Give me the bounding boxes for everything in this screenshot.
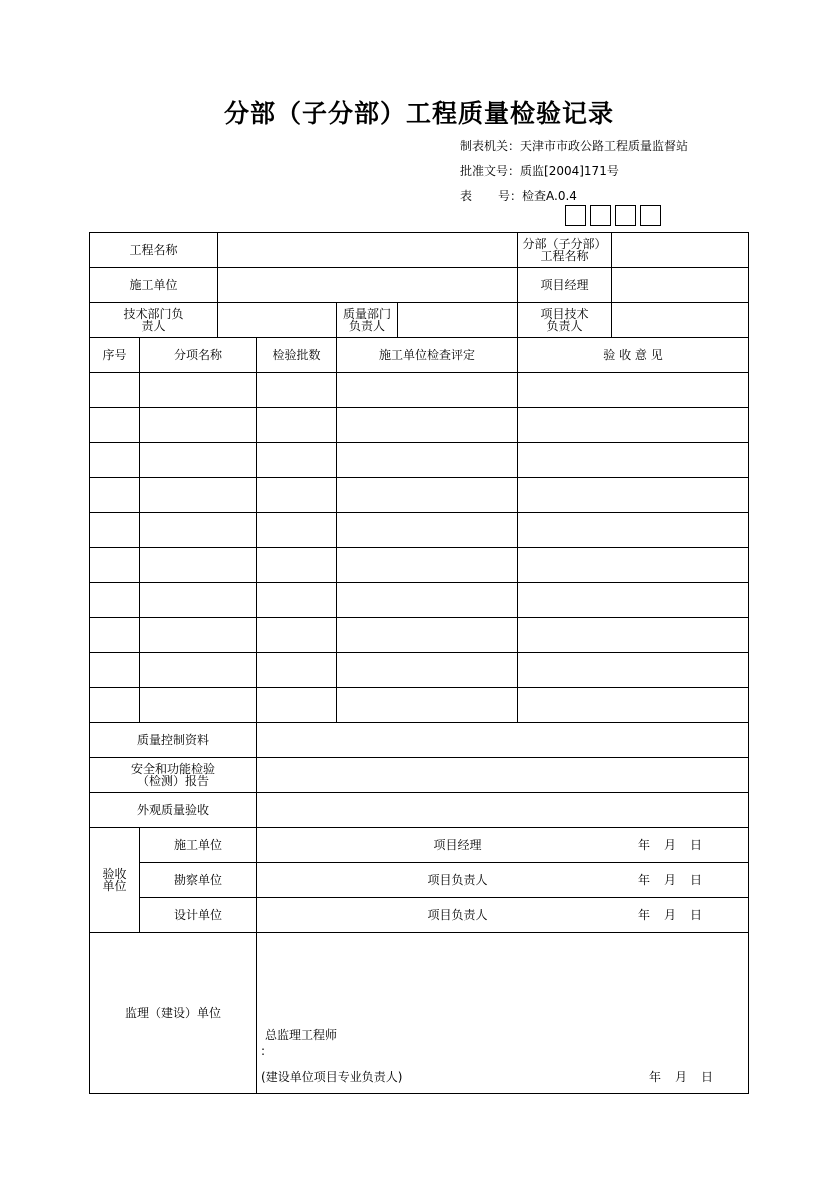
batch-count-cell[interactable] <box>257 478 337 513</box>
appearance-field[interactable] <box>257 793 749 828</box>
table-row <box>90 443 749 478</box>
date-placeholder: 年 月 日 <box>638 908 703 922</box>
quality-data-label: 质量控制资料 <box>90 723 257 758</box>
approval-label: 批准文号： <box>460 164 521 178</box>
quality-data-field[interactable] <box>257 723 749 758</box>
approval-value: 质监[2004]171号 <box>520 164 619 178</box>
chief-engineer-colon: : <box>261 1044 266 1058</box>
batch-count-cell[interactable] <box>257 408 337 443</box>
self-eval-cell[interactable] <box>337 408 518 443</box>
column-header-row <box>90 338 749 373</box>
supervision-row <box>90 933 749 1094</box>
table-row <box>90 408 749 443</box>
tech-head-field[interactable] <box>218 303 337 338</box>
self-eval-cell[interactable] <box>337 443 518 478</box>
opinion-cell[interactable] <box>518 548 749 583</box>
date-placeholder: 年 月 日 <box>638 838 703 852</box>
batch-count-cell[interactable] <box>257 688 337 723</box>
opinion-cell[interactable] <box>518 373 749 408</box>
acceptance-row-design <box>90 898 749 933</box>
self-eval-cell[interactable] <box>337 478 518 513</box>
seq-column-header: 序号 <box>90 338 140 373</box>
date-placeholder: 年 月 日 <box>638 873 703 887</box>
opinion-cell[interactable] <box>518 443 749 478</box>
proj-tech-head-label: 项目技术 负责人 <box>518 303 612 338</box>
acceptance-unit-name: 设计单位 <box>140 898 257 933</box>
self-eval-cell[interactable] <box>337 373 518 408</box>
supervision-label: 监理（建设）单位 <box>90 933 257 1094</box>
self-eval-cell[interactable] <box>337 653 518 688</box>
item-name-cell[interactable] <box>140 408 257 443</box>
acceptance-sign-cell[interactable] <box>257 828 749 863</box>
acceptance-role: 项目经理 <box>433 838 482 852</box>
self-eval-cell[interactable] <box>337 548 518 583</box>
tech-head-label: 技术部门负 责人 <box>90 303 218 338</box>
issuer-label: 制表机关： <box>460 139 521 153</box>
proj-tech-head-field[interactable] <box>612 303 749 338</box>
batch-count-cell[interactable] <box>257 618 337 653</box>
seq-cell[interactable] <box>90 513 140 548</box>
seq-cell[interactable] <box>90 408 140 443</box>
acceptance-unit-name: 施工单位 <box>140 828 257 863</box>
safety-report-field[interactable] <box>257 758 749 793</box>
batch-count-cell[interactable] <box>257 548 337 583</box>
code-boxes <box>565 205 661 226</box>
header-row-1 <box>90 233 749 268</box>
seq-cell[interactable] <box>90 478 140 513</box>
item-name-cell[interactable] <box>140 513 257 548</box>
safety-report-label: 安全和功能检验 （检测）报告 <box>90 758 257 793</box>
acceptance-unit-name: 勘察单位 <box>140 863 257 898</box>
batch-count-column-header: 检验批数 <box>257 338 337 373</box>
acceptance-role: 项目负责人 <box>427 873 488 887</box>
seq-cell[interactable] <box>90 653 140 688</box>
seq-cell[interactable] <box>90 618 140 653</box>
item-name-cell[interactable] <box>140 373 257 408</box>
project-name-field[interactable] <box>218 233 518 268</box>
code-box[interactable] <box>615 205 636 226</box>
supervision-sign-cell[interactable] <box>257 933 749 1094</box>
batch-count-cell[interactable] <box>257 653 337 688</box>
owner-rep-label: (建设单位项目专业负责人) <box>261 1070 403 1084</box>
batch-count-cell[interactable] <box>257 583 337 618</box>
form-number-line <box>460 187 577 204</box>
seq-cell[interactable] <box>90 373 140 408</box>
construction-unit-field[interactable] <box>218 268 518 303</box>
subdivision-name-field[interactable] <box>612 233 749 268</box>
table-row <box>90 653 749 688</box>
subdivision-name-label: 分部（子分部） 工程名称 <box>518 233 612 268</box>
table-row <box>90 583 749 618</box>
table-row <box>90 513 749 548</box>
seq-cell[interactable] <box>90 548 140 583</box>
opinion-cell[interactable] <box>518 653 749 688</box>
quality-head-field[interactable] <box>398 303 518 338</box>
table-row <box>90 373 749 408</box>
acceptance-sign-cell[interactable] <box>257 898 749 933</box>
item-name-column-header: 分项名称 <box>140 338 257 373</box>
item-name-cell[interactable] <box>140 618 257 653</box>
acceptance-role: 项目负责人 <box>427 908 488 922</box>
seq-cell[interactable] <box>90 443 140 478</box>
opinion-cell[interactable] <box>518 688 749 723</box>
self-eval-cell[interactable] <box>337 688 518 723</box>
seq-cell[interactable] <box>90 583 140 618</box>
item-name-cell[interactable] <box>140 443 257 478</box>
self-eval-cell[interactable] <box>337 513 518 548</box>
construction-unit-label: 施工单位 <box>90 268 218 303</box>
code-box[interactable] <box>640 205 661 226</box>
seq-cell[interactable] <box>90 688 140 723</box>
header-row-2 <box>90 268 749 303</box>
quality-data-row <box>90 723 749 758</box>
acceptance-sign-cell[interactable] <box>257 863 749 898</box>
batch-count-cell[interactable] <box>257 373 337 408</box>
table-row <box>90 618 749 653</box>
date-placeholder: 年 月 日 <box>649 1070 714 1084</box>
self-eval-cell[interactable] <box>337 583 518 618</box>
batch-count-cell[interactable] <box>257 443 337 478</box>
form-title: 分部（子分部）工程质量检验记录 <box>223 99 614 128</box>
data-rows <box>90 373 749 723</box>
opinion-column-header: 验 收 意 见 <box>518 338 749 373</box>
acceptance-row-survey <box>90 863 749 898</box>
issuer-value: 天津市市政公路工程质量监督站 <box>520 139 689 153</box>
acceptance-row-construction <box>90 828 749 863</box>
item-name-cell[interactable] <box>140 548 257 583</box>
opinion-cell[interactable] <box>518 583 749 618</box>
table-row <box>90 688 749 723</box>
self-eval-cell[interactable] <box>337 618 518 653</box>
item-name-cell[interactable] <box>140 688 257 723</box>
acceptance-units-label: 验收 单位 <box>90 828 140 933</box>
self-eval-column-header: 施工单位检查评定 <box>337 338 518 373</box>
table-row <box>90 478 749 513</box>
quality-head-label: 质量部门 负责人 <box>337 303 398 338</box>
header-row-3 <box>90 303 749 338</box>
opinion-cell[interactable] <box>518 408 749 443</box>
opinion-cell[interactable] <box>518 478 749 513</box>
chief-engineer-label: 总监理工程师 <box>265 1028 338 1042</box>
appearance-label: 外观质量验收 <box>90 793 257 828</box>
project-manager-label: 项目经理 <box>518 268 612 303</box>
code-box[interactable] <box>565 205 586 226</box>
batch-count-cell[interactable] <box>257 513 337 548</box>
form-number-value: 检查A.0.4 <box>522 189 577 203</box>
safety-report-row <box>90 758 749 793</box>
project-manager-field[interactable] <box>612 268 749 303</box>
inspection-form-table <box>89 232 749 1094</box>
approval-line <box>460 162 619 179</box>
appearance-row <box>90 793 749 828</box>
issuer-line <box>460 137 688 154</box>
form-number-label-2: 号： <box>498 189 523 203</box>
form-number-label-1: 表 <box>460 189 473 203</box>
project-name-label: 工程名称 <box>90 233 218 268</box>
item-name-cell[interactable] <box>140 653 257 688</box>
table-row <box>90 548 749 583</box>
opinion-cell[interactable] <box>518 618 749 653</box>
opinion-cell[interactable] <box>518 513 749 548</box>
item-name-cell[interactable] <box>140 478 257 513</box>
code-box[interactable] <box>590 205 611 226</box>
item-name-cell[interactable] <box>140 583 257 618</box>
